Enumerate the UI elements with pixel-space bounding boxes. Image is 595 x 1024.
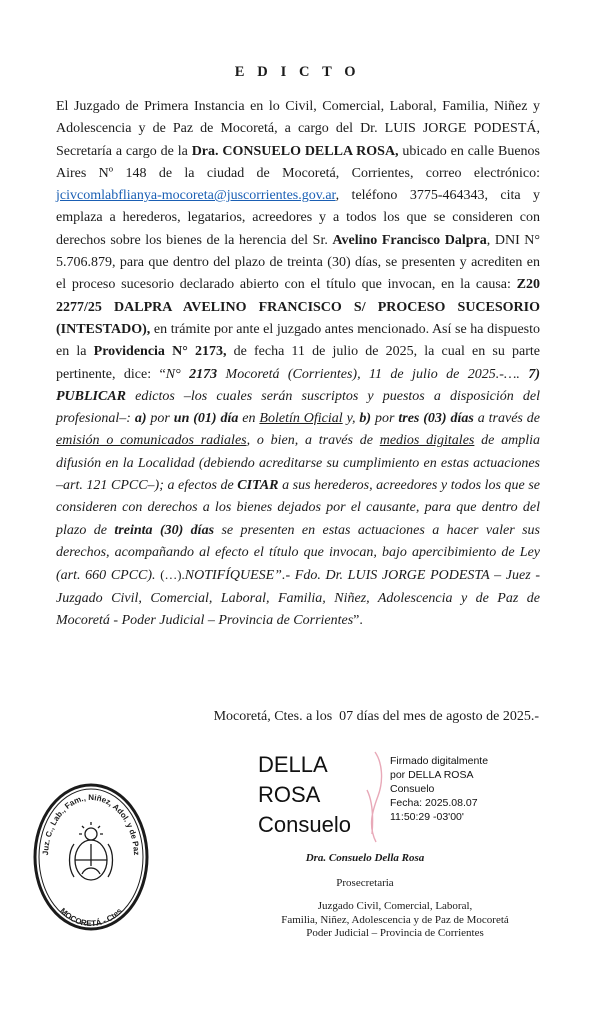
quote-bold: un (01) día — [173, 411, 239, 427]
department-line: Familia, Niñez, Adolescencia y de Paz de Mocoretá — [281, 913, 509, 926]
seal-bottom-text: MOCORETÁ - Ctes — [58, 906, 124, 929]
signature-meta-line: 11:50:29 -03'00' — [390, 811, 464, 823]
edict-body — [56, 96, 540, 632]
department-line: Juzgado Civil, Comercial, Laboral, — [317, 900, 473, 912]
digital-signature — [258, 750, 548, 850]
quote-text: por — [146, 411, 174, 427]
signer-name: Dra. Consuelo Della Rosa — [305, 852, 425, 864]
signer-role: Prosecretaria — [336, 877, 394, 889]
order-number: Providencia N° 2173, — [93, 344, 227, 360]
case-caption: Z20 2277/25 DALPRA AVELINO FRANCISCO S/ PROCESO SUCESORIO (INTESTADO), — [56, 277, 540, 337]
quote-text: , o bien, a través de — [246, 433, 380, 449]
signature-name-line: DELLA — [258, 752, 328, 777]
quote-text: a través de — [473, 411, 540, 427]
secretary-name: Dra. CONSUELO DELLA ROSA, — [191, 143, 399, 159]
signature-meta-line: Firmado digitalmente — [390, 755, 489, 767]
quote-underlined: Boletín Oficial — [259, 411, 343, 427]
quote-underlined: emisión o comunicados radiales — [56, 433, 247, 449]
quote-bold: a) — [134, 411, 147, 427]
quote-bold: tres (03) días — [398, 411, 474, 427]
court-seal-icon — [32, 782, 150, 932]
quote-bold: CITAR — [237, 478, 279, 494]
quote-bold: 2173 — [189, 366, 218, 382]
signature-name-line: ROSA — [258, 782, 321, 807]
quote-text: N° — [165, 366, 190, 382]
quote-bold: treinta (30) días — [114, 522, 215, 538]
body-text-run: de fecha 11 de julio de 2025, la cual en su parte pertinente, dice: “ — [56, 344, 540, 382]
seal-top-text: Juz. C., Lab., Fam., Niñez, Adol. y de Paz — [40, 792, 142, 856]
quote-text: edictos –los cuales serán suscriptos y puestos a disposición del profesional–: — [56, 388, 540, 427]
body-text-run: , DNI N° 5.706.879, para que dentro del plazo de treinta (30) días, se presenten y acrediten en el proceso sucesorio declarado abierto con el título que invocan, en la causa: — [56, 232, 541, 293]
department-line: Poder Judicial – Provincia de Corrientes — [306, 927, 484, 939]
coat-of-arms-icon — [70, 822, 113, 880]
svg-text:MOCORETÁ - Ctes — [58, 906, 124, 928]
signature-meta-line: Consuelo — [390, 783, 435, 795]
signer-department — [250, 900, 540, 941]
deceased-name: Avelino Francisco Dalpra — [332, 232, 487, 248]
signature-scribble-icon — [358, 750, 392, 846]
body-text-run: , teléfono 3775-464343, cita y emplaza a herederos, legatarios, acreedores y a todos los que se consideren con derechos sobre los bienes de la herencia del Sr. — [56, 188, 540, 248]
quote-text: a sus herederos, acreedores y todos los que se consideren con derechos a los bienes dejados por el causante, para que dentro del plazo de — [56, 478, 540, 538]
quote-text: de amplia difusión en la Localidad (debiendo acreditarse su cumplimiento en estas actuaciones –art. 121 CPCC–); a efectos de — [56, 433, 541, 494]
signature-name-line: Consuelo — [258, 812, 351, 837]
quote-text: Mocoretá (Corrientes), 11 de julio de 2025.-…. — [217, 366, 529, 382]
signature-meta-line: por DELLA ROSA — [390, 769, 474, 781]
ellipsis-note: (…). — [160, 568, 185, 583]
quote-underlined: medios digitales — [379, 433, 475, 449]
quote-bold: b) — [359, 411, 372, 427]
quote-text: y, — [342, 411, 360, 427]
court-email-link[interactable]: jcivcomlabflianya-mocoreta@juscorrientes.gov.ar — [56, 188, 336, 204]
signature-metadata — [390, 754, 488, 824]
signature-meta-line: Fecha: 2025.08.07 — [390, 797, 478, 809]
quote-bold: 7) PUBLICAR — [56, 366, 540, 404]
place-and-date: Mocoretá, Ctes. a los 07 días del mes de agosto de 2025.- — [213, 709, 539, 724]
document-title: E D I C T O — [234, 64, 361, 80]
body-text-run: El Juzgado de Primera Instancia en lo Civil, Comercial, Laboral, Familia, Niñez y Adolescencia y de Paz de Mocoretá, a cargo del Dr. LUIS JORGE PODESTÁ, Secretaría a cargo de la — [56, 99, 540, 159]
quote-text: por — [371, 411, 399, 427]
signature-name — [258, 750, 351, 840]
quote-text: se presenten en estas actuaciones a hacer valer sus derechos, acompañando al efecto el título que invocan, bajo apercibimiento de Ley (art. 660 CPCC). — [56, 522, 540, 584]
quote-text: en — [238, 411, 260, 427]
body-text-run: en trámite por ante el juzgado antes mencionado. Así se ha dispuesto en la — [56, 321, 540, 360]
body-text-run: ”. — [353, 612, 363, 628]
body-text-run: ubicado en calle Buenos Aires Nº 148 de la ciudad de Mocoretá, Corrientes, correo electrónico: — [56, 143, 540, 181]
quote-text: NOTIFÍQUESE”.- Fdo. Dr. LUIS JORGE PODESTA – Juez - Juzgado Civil, Comercial, Laboral, Familia, Niñez, Adolescencia y de Paz de Mocoretá - Poder Judicial – Provincia de Corrientes — [56, 568, 540, 628]
